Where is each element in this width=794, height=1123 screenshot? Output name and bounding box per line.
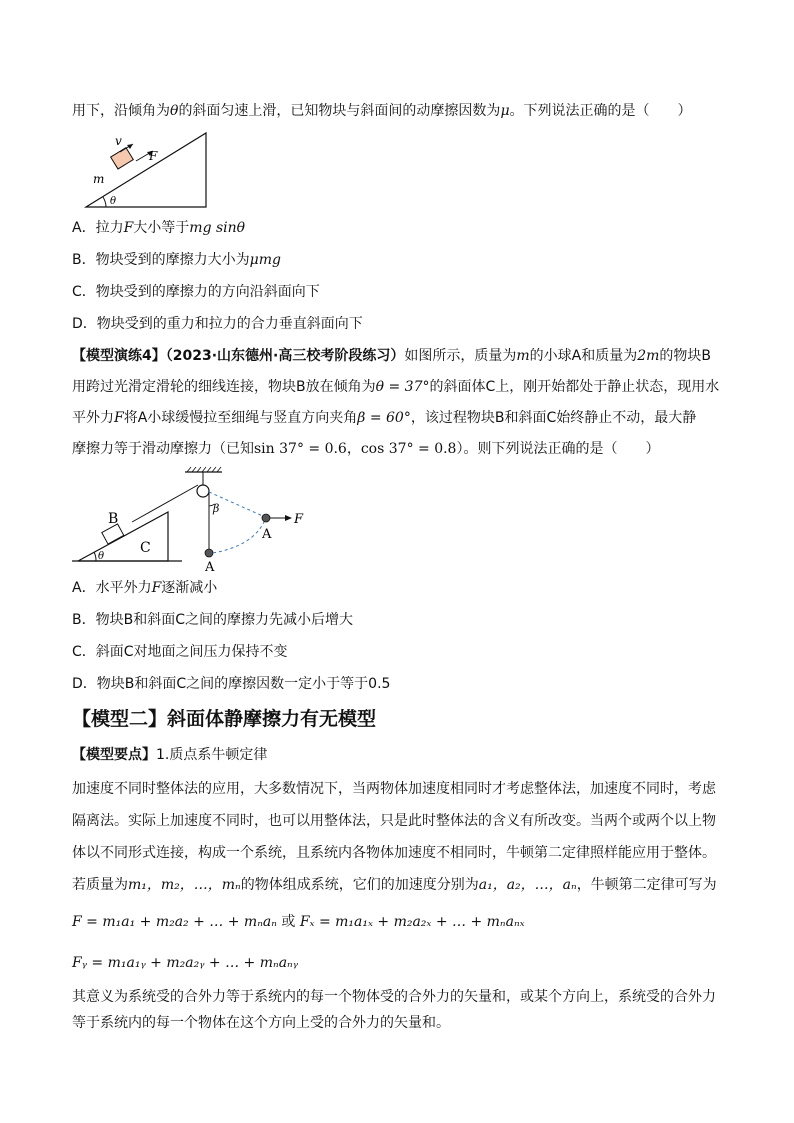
q4-option-a-F: F [151,580,162,596]
q3-option-b-math: μmg [249,252,281,268]
q3-stem [72,101,692,121]
string-b [132,485,198,522]
q4-F: F [114,410,124,426]
model-point-label: 【模型要点】 [72,747,156,763]
q4-l3-c: ，该过程物块B和斜面C始终静止不动，最大静 [410,410,697,426]
label-b: B [108,511,119,527]
q4-2m: 2m [637,348,660,364]
equation-x: Fₓ = m₁a₁ₓ + m₂a₂ₓ + … + mₙaₙₓ [299,914,525,930]
paragraph-line-4 [72,875,717,895]
q4-option-a-text-2: 逐渐减小 [161,580,218,596]
equation-total: F = m₁a₁ + m₂a₂ + … + mₙaₙ [72,914,277,930]
swing-arc [213,522,264,553]
q4-l4-b: ）。则下列说法正确的是（ ） [456,441,660,457]
label-f: F [294,512,304,527]
q3-option-a-text: A．拉力 [72,220,124,236]
q4-l4-a: 摩擦力等于滑动摩擦力（已知 [72,441,254,457]
q4-l3-a: 平外力 [72,410,114,426]
q4-l1-a: 如图所示，质量为 [404,348,517,364]
q4-line-2 [72,377,719,397]
q4-m: m [516,348,530,364]
q3-option-a-math: mg sinθ [189,220,246,236]
q4-option-b: B．物块B和斜面C之间的摩擦力先减小后增大 [72,612,353,628]
paragraph-line-2: 隔离法。实际上加速度不同时，也可以用整体法，只是此时整体法的含义有所改变。当两个或两个以上物 [72,813,716,829]
pulley-figure [72,466,332,576]
label-a-final: A [262,527,272,542]
q4-line-3 [72,408,696,428]
ceiling-hatch [187,467,221,472]
q4-comma: ， [346,441,361,457]
label-m: m [93,172,105,186]
incline-figure [80,125,230,215]
pulley [197,485,209,497]
model-point [72,745,267,765]
q4-option-a [72,578,217,598]
incline-angle-arc [103,197,106,207]
q4-label: 【模型演练4】 [72,348,166,364]
q3-option-a [72,218,245,238]
ball-a-final [262,514,270,522]
label-a-initial: A [205,560,215,575]
q3-stem-text-c: 。下列说法正确的是（ ） [509,103,692,119]
equation-line-1 [72,912,525,932]
q4-source: （2023·山东德州·高三校考阶段练习） [165,348,405,364]
q3-stem-text-a: 用下，沿倾角为 [72,103,170,119]
label-beta: β [213,502,220,515]
q3-theta: θ [170,103,179,119]
paragraph-line-5: 其意义为系统受的合外力等于系统内的每一个物体受的合外力的矢量和，或某个方向上，系统受的合外力 [72,989,716,1005]
equation-or: 或 [276,914,300,930]
q4-sin: sin 37° = 0.6 [254,441,347,457]
p4-accels: a₁，a₂，…，aₙ [478,877,577,893]
q4-cos: cos 37° = 0.8 [360,441,457,457]
q3-option-a-F: F [123,220,134,236]
q3-option-b [72,250,281,270]
label-F: F [149,149,158,163]
q4-l2-b: 的斜面体C上，刚开始都处于静止状态，现用水 [429,379,720,395]
q4-l1-c: 的物块B [659,348,712,364]
paragraph-line-1: 加速度不同时整体法的应用，大多数情况下，当两物体加速度相同时才考虑整体法，加速度不同时，考虑 [72,781,716,797]
equation-y: Fᵧ = m₁a₁ᵧ + m₂a₂ᵧ + … + mₙaₙᵧ [72,955,298,971]
p4-text-b: 的物体组成系统，它们的加速度分别为 [240,877,479,893]
q4-line-4 [72,439,659,459]
paragraph-line-3: 体以不同形式连接，构成一个系统，且系统内各物体加速度不相同时，牛顿第二定律照样能应用于整体。 [72,845,716,861]
incline-c [78,512,168,561]
p4-masses: m₁，m₂，…，mₙ [128,877,241,893]
force-f-arrowhead [285,515,292,521]
label-theta: θ [110,196,117,207]
q3-option-c: C．物块受到的摩擦力的方向沿斜面向下 [72,284,320,300]
q4-option-c: C．斜面C对地面之间压力保持不变 [72,644,288,660]
q3-stem-text-b: 的斜面匀速上滑，已知物块与斜面间的动摩擦因数为 [178,103,501,119]
ball-a-initial [205,549,213,557]
incline-c-angle-arc [94,552,96,561]
p4-text-a: 若质量为 [72,877,128,893]
velocity-arrowhead [127,144,133,149]
q3-option-d: D．物块受到的重力和拉力的合力垂直斜面向下 [72,316,363,332]
q4-beta-eq: β = 60° [357,410,411,426]
incline-triangle [86,133,206,207]
p4-text-c: ，牛顿第二定律可写为 [576,877,717,893]
paragraph-line-6: 等于系统内的每一个物体在这个方向上受的合外力的矢量和。 [72,1015,450,1031]
q4-l3-b: 将A小球缓慢拉至细绳与竖直方向夹角 [123,410,358,426]
label-c: C [140,540,151,556]
q3-mu: μ [500,103,510,119]
q4-l1-b: 的小球A和质量为 [529,348,638,364]
section-heading: 【模型二】斜面体静摩擦力有无模型 [72,708,377,730]
label-theta-c: θ [98,551,105,562]
label-v: v [115,134,122,148]
q4-option-a-text: A．水平外力 [72,580,152,596]
q4-line-1 [72,346,711,366]
equation-line-2 [72,953,298,973]
q3-option-b-text: B．物块受到的摩擦力大小为 [72,252,250,268]
q4-theta-eq: θ = 37° [375,379,430,395]
q4-option-d: D．物块B和斜面C之间的摩擦因数一定小于等于0.5 [72,676,391,692]
q3-option-a-text-2: 大小等于 [133,220,190,236]
model-point-text: 1.质点系牛顿定律 [156,747,268,763]
q4-l2-a: 用跨过光滑定滑轮的细线连接，物块B放在倾角为 [72,379,376,395]
